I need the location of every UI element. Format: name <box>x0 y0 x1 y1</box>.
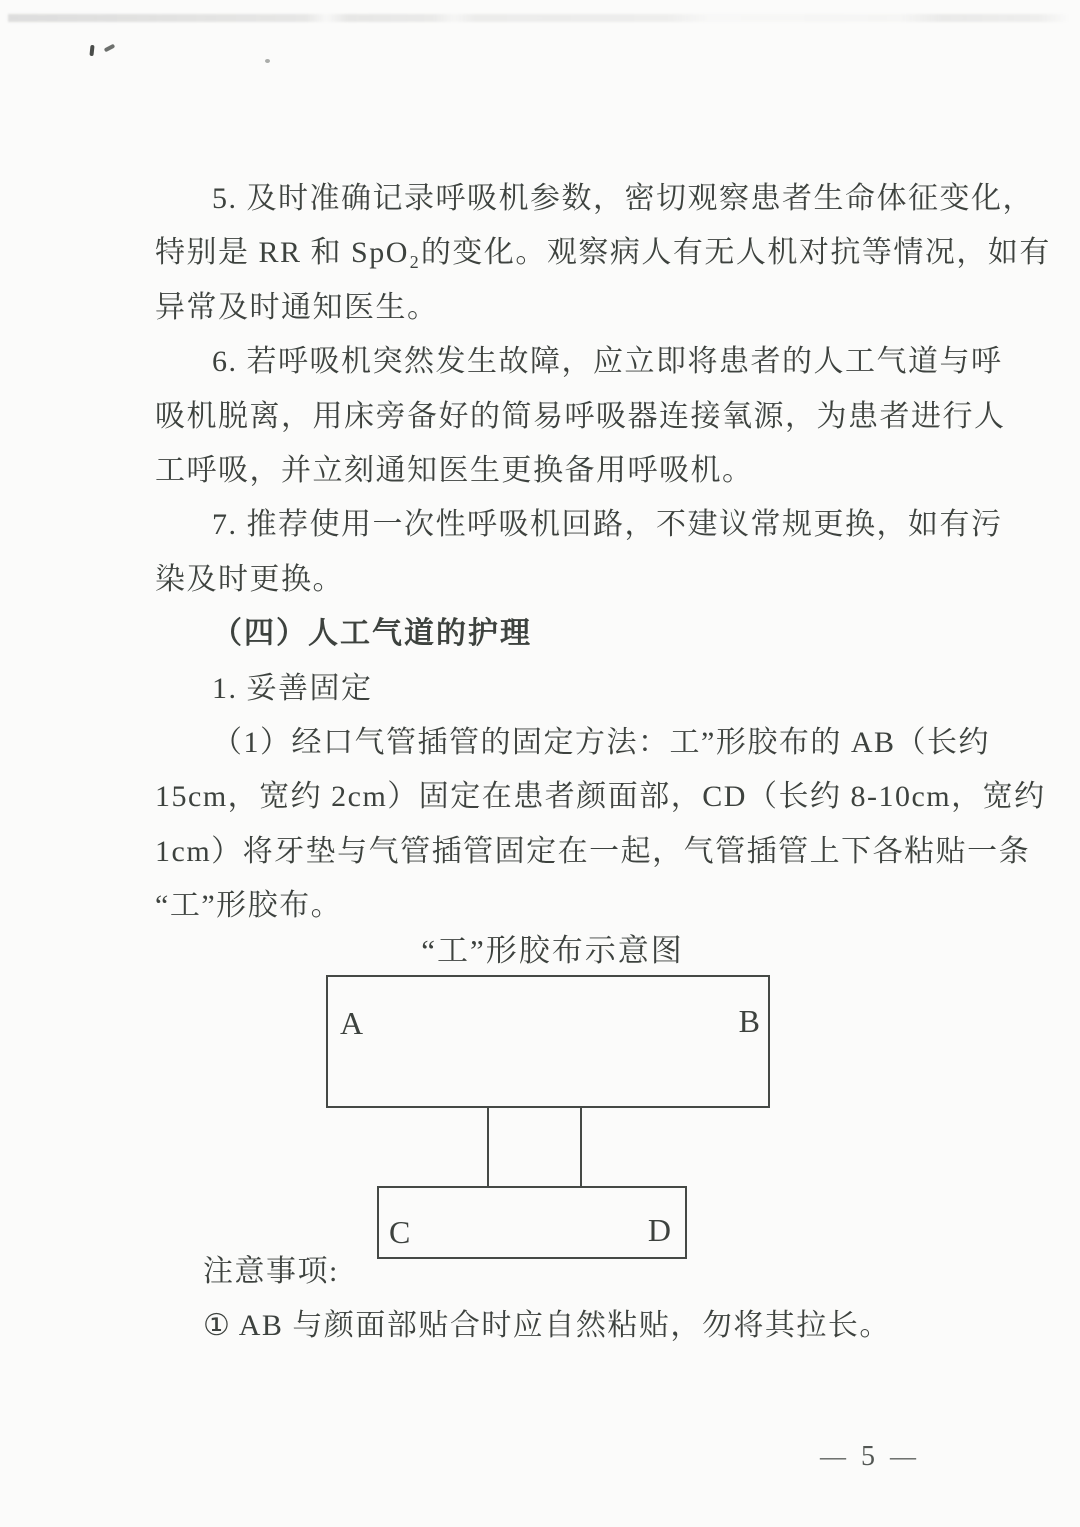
scan-mark-artifact <box>104 44 116 53</box>
text-line-item6-3: 工呼吸，并立刻通知医生更换备用呼吸机。 <box>155 453 754 487</box>
document-body <box>155 172 1051 933</box>
diagram-label-c: C <box>389 1214 411 1250</box>
section-heading-4: （四）人工气道的护理 <box>212 617 532 651</box>
scan-streak-artifact <box>8 14 1070 22</box>
tape-connector-right-line <box>580 1106 582 1188</box>
diagram-label-a: A <box>340 1005 364 1041</box>
text-line-sub1-1: （1）经口气管插管的固定方法：工”形胶布的 AB（长约 <box>212 725 990 759</box>
text-line-item7-1: 7. 推荐使用一次性呼吸机回路，不建议常规更换，如有污 <box>212 508 1003 542</box>
page-footer <box>820 1432 916 1482</box>
text-line-item5-2: 特别是 RR 和 SpO₂的变化。观察病人有无人机对抗等情况，如有 <box>155 236 1051 270</box>
scan-dot-artifact <box>265 59 270 63</box>
note-item-1: ① AB 与颜面部贴合时应自然粘贴，勿将其拉长。 <box>203 1309 891 1343</box>
text-line-item5-1: 5. 及时准确记录呼吸机参数，密切观察患者生命体征变化， <box>212 182 1034 215</box>
footer-dash-right: — <box>890 1442 916 1471</box>
diagram-label-d: D <box>647 1212 671 1248</box>
notes-section <box>203 1245 1023 1354</box>
page-number: 5 <box>861 1441 875 1472</box>
footer-dash-left: — <box>820 1442 846 1471</box>
diagram-title: “工”形胶布示意图 <box>421 933 684 968</box>
tape-top-strip-rect <box>326 975 770 1108</box>
text-line-sub1-2: 15cm，宽约 2cm）固定在患者颜面部，CD（长约 8-10cm，宽约 <box>155 780 1046 814</box>
scan-mark-artifact <box>89 45 94 56</box>
diagram-label-b: B <box>738 1003 760 1039</box>
text-line-sub1-4: “工”形胶布。 <box>155 889 343 923</box>
notes-heading: 注意事项: <box>203 1255 339 1288</box>
text-line-item5-3: 异常及时通知医生。 <box>155 290 439 324</box>
text-line-item6-2: 吸机脱离，用床旁备好的简易呼吸器连接氧源，为患者进行人 <box>155 399 1006 433</box>
subsection-heading-1: 1. 妥善固定 <box>212 671 373 705</box>
tape-connector-left-line <box>487 1106 489 1188</box>
text-line-item6-1: 6. 若呼吸机突然发生故障，应立即将患者的人工气道与呼 <box>212 345 1003 379</box>
text-line-item7-2: 染及时更换。 <box>155 562 344 596</box>
text-line-sub1-3: 1cm）将牙垫与气管插管固定在一起，气管插管上下各粘贴一条 <box>155 834 1031 868</box>
